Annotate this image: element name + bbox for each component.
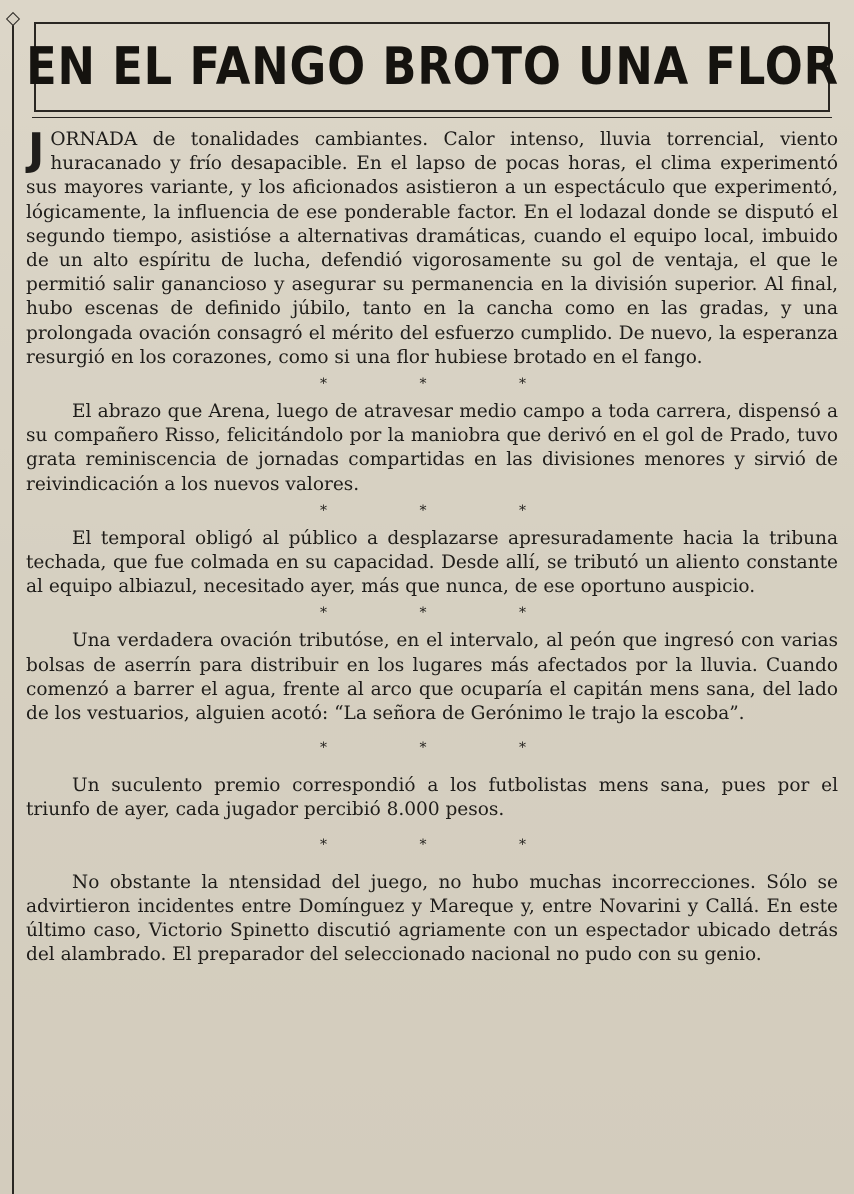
paragraph-2: El abrazo que Arena, luego de atravesar medio campo a toda carrera, dispensó a su compañero Risso, felicitándolo por la maniobra que derivó en el gol de Prado, tuvo grata reminiscencia de jornadas compartidas en las divisiones menores y sirvió de reivindicación a los nuevos valores. [26, 401, 838, 495]
paragraph-1-text: ORNADA de tonalidades cambiantes. Calor intenso, lluvia torrencial, viento huracanado y frío desapacible. En el lapso de pocas horas, el clima experimentó sus mayores variante, y los aficionados asistieron a un espectáculo que experimentó, lógicamente, la influencia de ese ponderable factor. En el lodazal donde se disputó el segundo tiempo, asistióse a alternativas dramáticas, cuando el equipo local, imbuido de un alto espíritu de lucha, defendió vigorosamente su gol de ventaja, el que le permitió salir ganancioso y asegurar su permanencia en la división superior. Al final, hubo escenas de definido júbilo, tanto en la cancha como en las gradas, y una prolongada ovación consagró el mérito del esfuerzo cumplido. De nuevo, la esperanza resurgió en los corazones, como si una flor hubiese brotado en el fango. [26, 129, 838, 368]
paragraph-6: No obstante la ntensidad del juego, no hubo muchas incorrecciones. Sólo se advirtieron incidentes entre Domínguez y Mareque y, entre Novarini y Callá. En este último caso, Victorio Spinetto discutió agriamente con un espectador ubicado detrás del alambrado. El preparador del seleccionado nacional no pudo con su genio. [26, 871, 838, 966]
section-separator: * * * [320, 502, 570, 519]
headline: EN EL FANGO BROTO UNA FLOR [25, 37, 839, 97]
section-separator: * * * [320, 836, 570, 853]
drop-cap: J [28, 124, 45, 175]
section-separator: * * * [320, 605, 570, 622]
article-body [26, 124, 838, 967]
paragraph-3: El temporal obligó al público a desplazarse apresuradamente hacia la tribuna techada, que fue colmada en su capacidad. Desde allí, se tributó un aliento constante al equipo albiazul, necesitado ayer, más que nunca, de ese oportuno auspicio. [26, 527, 838, 598]
section-separator: * * * [320, 376, 570, 393]
column-rule [12, 18, 14, 1194]
headline-box [25, 22, 839, 112]
paragraph-4: Una verdadera ovación tributóse, en el intervalo, al peón que ingresó con varias bolsas de aserrín para distribuir en los lugares más afectados por la lluvia. Cuando comenzó a barrer el agua, frente al arco que ocuparía el capitán mens sana, del lado de los vestuarios, alguien acotó: “La señora de Gerónimo le trajo la escoba”. [26, 630, 838, 725]
section-separator: * * * [320, 740, 570, 757]
paragraph-5: Un suculento premio correspondió a los futbolistas mens sana, pues por el triunfo de ayer, cada jugador percibió 8.000 pesos. [26, 775, 838, 821]
paragraph-1 [26, 124, 838, 370]
corner-ornament [6, 12, 20, 26]
